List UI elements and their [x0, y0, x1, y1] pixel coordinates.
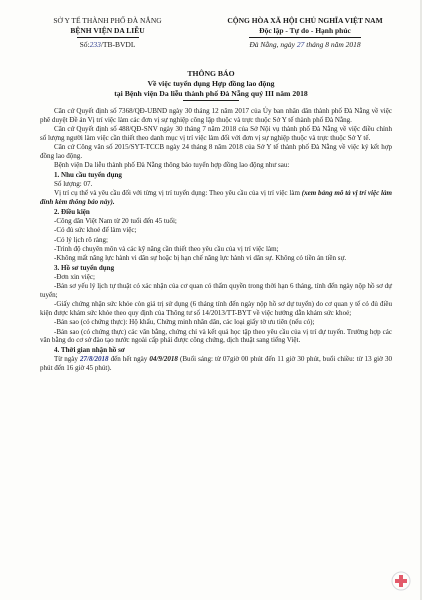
national-header: [205, 16, 405, 50]
notice-title-block: [0, 69, 422, 101]
condition-item: -Không mất năng lực hành vi dân sự hoặc bị hạn chế năng lực hành vi dân sự. Không có tiền án tiền sự.: [54, 254, 347, 263]
legal-basis-3: Căn cứ Công văn số 2015/SYT-TCCB ngày 24 tháng 8 năm 2018 của Sở Y tế thành phố Đà Nẵng về việc ký kết hợp đồng lao động.: [40, 143, 392, 160]
condition-item: -Công dân Việt Nam từ 20 tuổi đến 45 tuổi;: [54, 217, 177, 225]
dossier-item: -Bản sao (có chứng thực): Hộ khẩu, Chứng minh nhân dân, các loại giấy tờ ưu tiên (nếu có);: [54, 318, 315, 327]
issuer-header: [40, 16, 175, 50]
dossier-item: -Bản sơ yếu lý lịch tự thuật có xác nhận của cơ quan có thẩm quyền trong thời hạn 6 tháng, tính đến ngày nộp hồ sơ dự tuyển;: [40, 282, 392, 300]
legal-basis-2: Căn cứ Quyết định số 488/QĐ-SNV ngày 30 tháng 7 năm 2018 của Sở Nội vụ thành phố Đà Nẵng về việc điều chỉnh số lượng người làm việc cần thiết theo danh mục vị trí việc làm đối với đơn vị sự nghiệp thuộc và trực thuộc Sở Y tế.: [40, 125, 392, 142]
position-requirements: Vị trí cụ thể và yêu cầu đối với từng vị trí tuyển dụng: Theo yêu cầu của vị trí việc làm (xem bảng mô tả vị trí việc làm đính kèm thông báo này).: [40, 189, 392, 206]
intro-paragraph: Bệnh viện Da liễu thành phố Đà Nẵng thông báo tuyển hợp đồng lao động như sau:: [54, 161, 290, 169]
notice-subtitle-1: Về việc tuyển dụng Hợp đồng lao động: [147, 79, 275, 88]
condition-item: -Có đủ sức khoẻ để làm việc;: [54, 226, 137, 235]
document-number: Số:233/TB-BVDL: [79, 40, 136, 49]
section-4-title: 4. Thời gian nhận hồ sơ: [54, 346, 125, 355]
section-2-title: 2. Điều kiện: [54, 207, 90, 216]
national-motto: Độc lập - Tự do - Hạnh phúc: [259, 26, 351, 35]
notice-body: [40, 107, 392, 373]
section-3-title: 3. Hồ sơ tuyển dụng: [54, 263, 115, 272]
dossier-item: -Đơn xin việc;: [54, 273, 95, 282]
handwritten-number: 233: [89, 40, 101, 49]
dossier-item: -Bản sao (có chứng thực) các văn bằng, chứng chỉ và kết quả học tập theo yêu cầu của vị trí dự tuyển. Trường hợp các văn bằng do cơ sở đào tạo nước ngoài cấp phải được công chứng, dịch thuật sang tiếng Việt.: [40, 327, 392, 345]
start-date: 27/8/2018: [79, 355, 109, 364]
department-name: SỞ Y TẾ THÀNH PHỐ ĐÀ NẴNG: [53, 16, 162, 25]
issuer-rule: [77, 37, 139, 38]
nation-name: CỘNG HÒA XÃ HỘI CHỦ NGHĨA VIỆT NAM: [227, 16, 383, 25]
title-rule: [183, 100, 239, 101]
corner-logo-icon: [390, 570, 412, 592]
submission-period: Từ ngày 27/8/2018 đến hết ngày 04/9/2018 (Buổi sáng: từ 07giờ 00 phút đến 11 giờ 30 phút, buổi chiều: từ 13 giờ 30 phút đến 16 giờ 45 phút).: [40, 355, 392, 373]
notice-subtitle-2: tại Bệnh viện Da liễu thành phố Đà Nẵng quý III năm 2018: [114, 89, 308, 98]
hospital-name: BỆNH VIỆN DA LIỄU: [70, 26, 145, 35]
condition-item: -Trình độ chuyên môn và các kỹ năng cần thiết theo yêu cầu của vị trí việc làm;: [54, 244, 279, 253]
motto-rule: [249, 37, 361, 38]
issue-date: Đà Nẵng, ngày 27 tháng 8 năm 2018: [249, 40, 361, 49]
condition-item: -Có lý lịch rõ ràng;: [54, 235, 109, 244]
legal-basis-1: Căn cứ Quyết định số 7368/QĐ-UBND ngày 30 tháng 12 năm 2017 của Ủy ban nhân dân thành phố Đà Nẵng về việc phê duyệt Đề án Vị trí việc làm các đơn vị sự nghiệp công lập thuộc và trực thuộc Sở Y tế thành phố Đà Nẵng.: [40, 107, 392, 124]
end-date: 04/9/2018: [149, 355, 178, 364]
dossier-item: -Giấy chứng nhận sức khỏe còn giá trị sử dụng (6 tháng tính đến ngày nộp hồ sơ dự tuyển) do cơ quan y tế có đủ điều kiện được khám sức khỏe theo quy định của Thông tư số 14/2013/TT-BYT về việc hướng dẫn khám sức khoẻ;: [40, 300, 392, 318]
recruitment-count: Số lượng: 07.: [54, 180, 93, 188]
handwritten-day: 27: [296, 40, 305, 49]
notice-title: THÔNG BÁO: [187, 69, 235, 78]
section-1-title: 1. Nhu cầu tuyển dụng: [54, 170, 122, 179]
